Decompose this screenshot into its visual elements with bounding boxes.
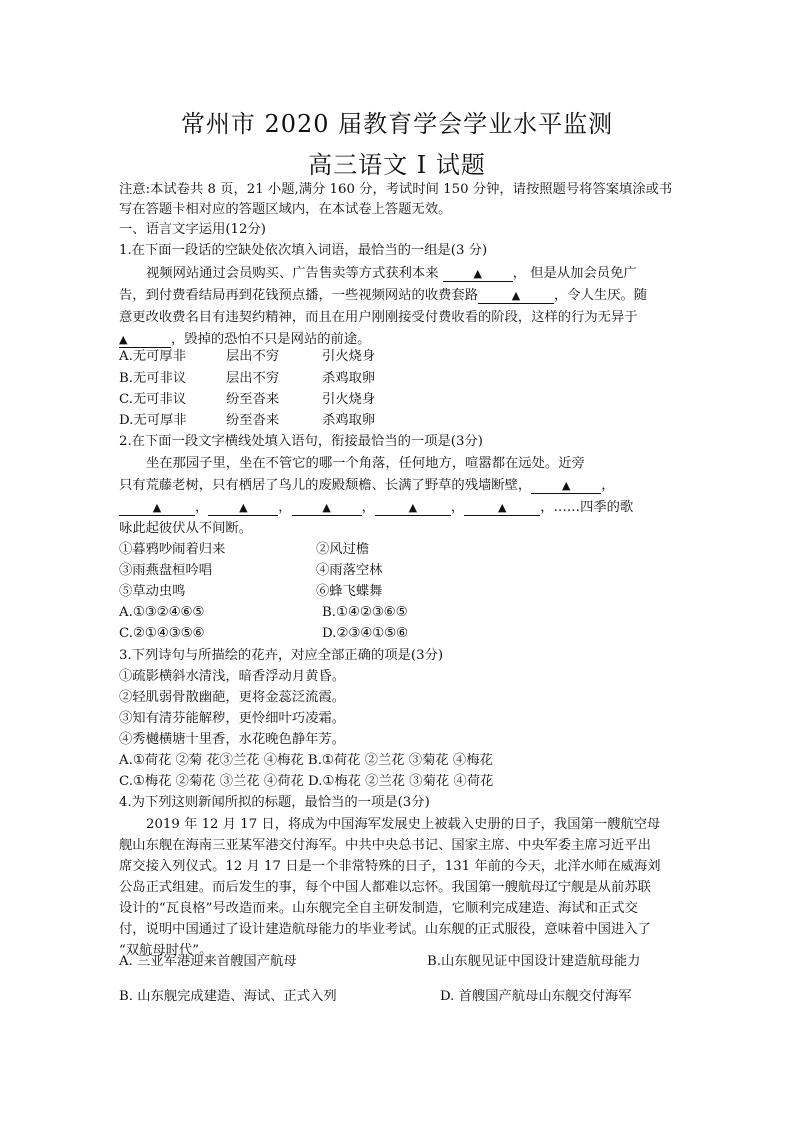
answer-blank: ▲ xyxy=(208,500,278,516)
question-text-line: ▲ ， ▲ ， ▲ ， ▲ ， ▲ ，……四季的歌 xyxy=(119,498,633,518)
options-row: A.①荷花 ②菊 花③兰花 ④梅花 B.①荷花 ②兰花 ③菊花 ④梅花 xyxy=(119,753,493,768)
question-text-line: 咏此起彼伏从不间断。 xyxy=(119,521,252,536)
option-b: B.山东舰见证中国设计建造航母能力 xyxy=(427,954,641,969)
answer-blank: ▲ xyxy=(119,500,195,516)
answer-blank: ▲ xyxy=(464,500,540,516)
answer-blank: ▲ xyxy=(443,266,513,282)
option-d: D.②③④①⑤⑥ xyxy=(322,626,408,641)
question-stem: 3.下列诗句与所描绘的花卉，对应全部正确的项是(3分) xyxy=(119,648,444,663)
answer-blank: ▲ xyxy=(119,332,171,348)
answer-blank: ▲ xyxy=(292,500,362,516)
option-a: A. 三亚军港迎来首艘国产航母 xyxy=(119,954,297,969)
news-line: 舰山东舰在海南三亚某军港交付海军。中共中央总书记、国家主席、中央军委主席习近平出 xyxy=(119,838,651,853)
question-stem: 4.为下列这则新闻所拟的标题，最恰当的一项是(3分) xyxy=(119,795,430,810)
question-text-line: 视频网站通过会员购买、广告售卖等方式获利本来 ▲ ， 但是从加会员免广 xyxy=(146,266,637,281)
answer-blank: ▲ xyxy=(478,288,554,304)
option-c: C.②①④③⑤⑥ xyxy=(119,626,205,641)
options-row: C.①梅花 ②菊花 ③兰花 ④荷花 D.①梅花 ②兰花 ③菊花 ④荷花 xyxy=(119,774,494,789)
question-stem: 1.在下面一段话的空缺处依次填入词语，最恰当的一组是(3 分) xyxy=(119,243,488,258)
answer-blank: ▲ xyxy=(531,478,601,494)
option-c-word3: 引火烧身 xyxy=(322,392,376,407)
question-text-line: ▲ ，毁掉的恐怕不只是网站的前途。 xyxy=(119,332,371,347)
sentence-item: ①暮鸦吵闹着归来 xyxy=(119,542,226,557)
poem-line: ①疏影横斜水清浅，暗香浮动月黄昏。 xyxy=(119,669,346,684)
sentence-item: ⑤草动虫鸣 xyxy=(119,584,186,599)
question-text-line: 只有荒藤老树，只有栖居了鸟儿的废殿颓檐、长满了野草的残墙断壁， ▲ ， xyxy=(119,478,615,493)
option-a: A.①③②④⑥⑤ xyxy=(119,605,205,620)
sentence-item: ③雨燕盘桓吟唱 xyxy=(119,563,213,578)
option-c-word1: C.无可非议 xyxy=(119,392,187,407)
news-line: 公岛正式组建。而后发生的事，每个中国人都难以忘怀。我国第一艘航母辽宁舰是从前苏联 xyxy=(119,880,651,895)
question-text-line: 意更改收费名目有违契约精神，而且在用户刚刚接受付费收看的阶段，这样的行为无异于 xyxy=(119,310,638,325)
answer-blank: ▲ xyxy=(375,500,451,516)
question-text-line: 坐在那园子里，坐在不管它的哪一个角落，任何地方，喧嚣都在远处。近旁 xyxy=(146,456,585,471)
option-a-word3: 引火烧身 xyxy=(322,349,376,364)
poem-line: ④秀樾横塘十里香，水花晚色静年芳。 xyxy=(119,732,346,747)
option-c-word2: 纷至沓来 xyxy=(226,392,280,407)
news-line: 设计的“瓦良格”号改造而来。山东舰完全自主研发制造，它顺利完成建造、海试和正式交 xyxy=(119,901,638,916)
option-c: B. 山东舰完成建造、海试、正式入列 xyxy=(119,989,337,1004)
sentence-item: ④雨落空林 xyxy=(316,563,383,578)
news-line: 付，说明中国通过了设计建造航母能力的毕业考试。山东舰的正式服役，意味着中国进入了 xyxy=(119,922,651,937)
news-line: “双航母时代”。 xyxy=(119,943,213,958)
option-a-word1: A.无可厚非 xyxy=(119,349,187,364)
news-line: 2019 年 12 月 17 日，将成为中国海军发展史上被载入史册的日子，我国第一艘航空母 xyxy=(146,817,661,832)
poem-line: ③知有清芬能解秽，更怜细叶巧凌霜。 xyxy=(119,711,346,726)
section-heading: 一、语言文字运用(12分) xyxy=(119,222,266,237)
exam-subtitle: 高三语文 I 试题 xyxy=(308,151,486,179)
option-d-word1: D.无可厚非 xyxy=(119,413,187,428)
sentence-item: ②风过檐 xyxy=(316,542,370,557)
question-stem: 2.在下面一段文字横线处填入语句，衔接最恰当的一项是(3分) xyxy=(119,434,483,449)
option-a-word2: 层出不穷 xyxy=(226,349,280,364)
exam-title: 常州市 2020 届教育学会学业水平监测 xyxy=(180,110,614,138)
option-d-word2: 纷至沓来 xyxy=(226,413,280,428)
question-text-line: 告，到付费看结局再到花钱预点播，一些视频网站的收费套路 ▲ ，令人生厌。随 xyxy=(119,288,648,303)
option-d-word3: 杀鸡取卵 xyxy=(322,413,376,428)
option-b-word3: 杀鸡取卵 xyxy=(322,371,376,386)
notice-line: 注意:本试卷共 8 页，21 小题,满分 160 分，考试时间 150 分钟，请按照题号将答案填涂或书 xyxy=(119,182,673,197)
option-d: D. 首艘国产航母山东舰交付海军 xyxy=(440,989,632,1004)
notice-line: 写在答题卡相对应的答题区域内，在本试卷上答题无效。 xyxy=(119,202,452,217)
option-b-word2: 层出不穷 xyxy=(226,371,280,386)
poem-line: ②轻肌弱骨散幽葩，更将金蕊泛流霞。 xyxy=(119,690,346,705)
sentence-item: ⑥蜂飞蝶舞 xyxy=(316,584,383,599)
news-line: 席交接入列仪式。12 月 17 日是一个非常特殊的日子，131 年前的今天，北洋水师在威海刘 xyxy=(119,859,661,874)
option-b-word1: B.无可非议 xyxy=(119,371,187,386)
option-b: B.①④②③⑥⑤ xyxy=(322,605,408,620)
